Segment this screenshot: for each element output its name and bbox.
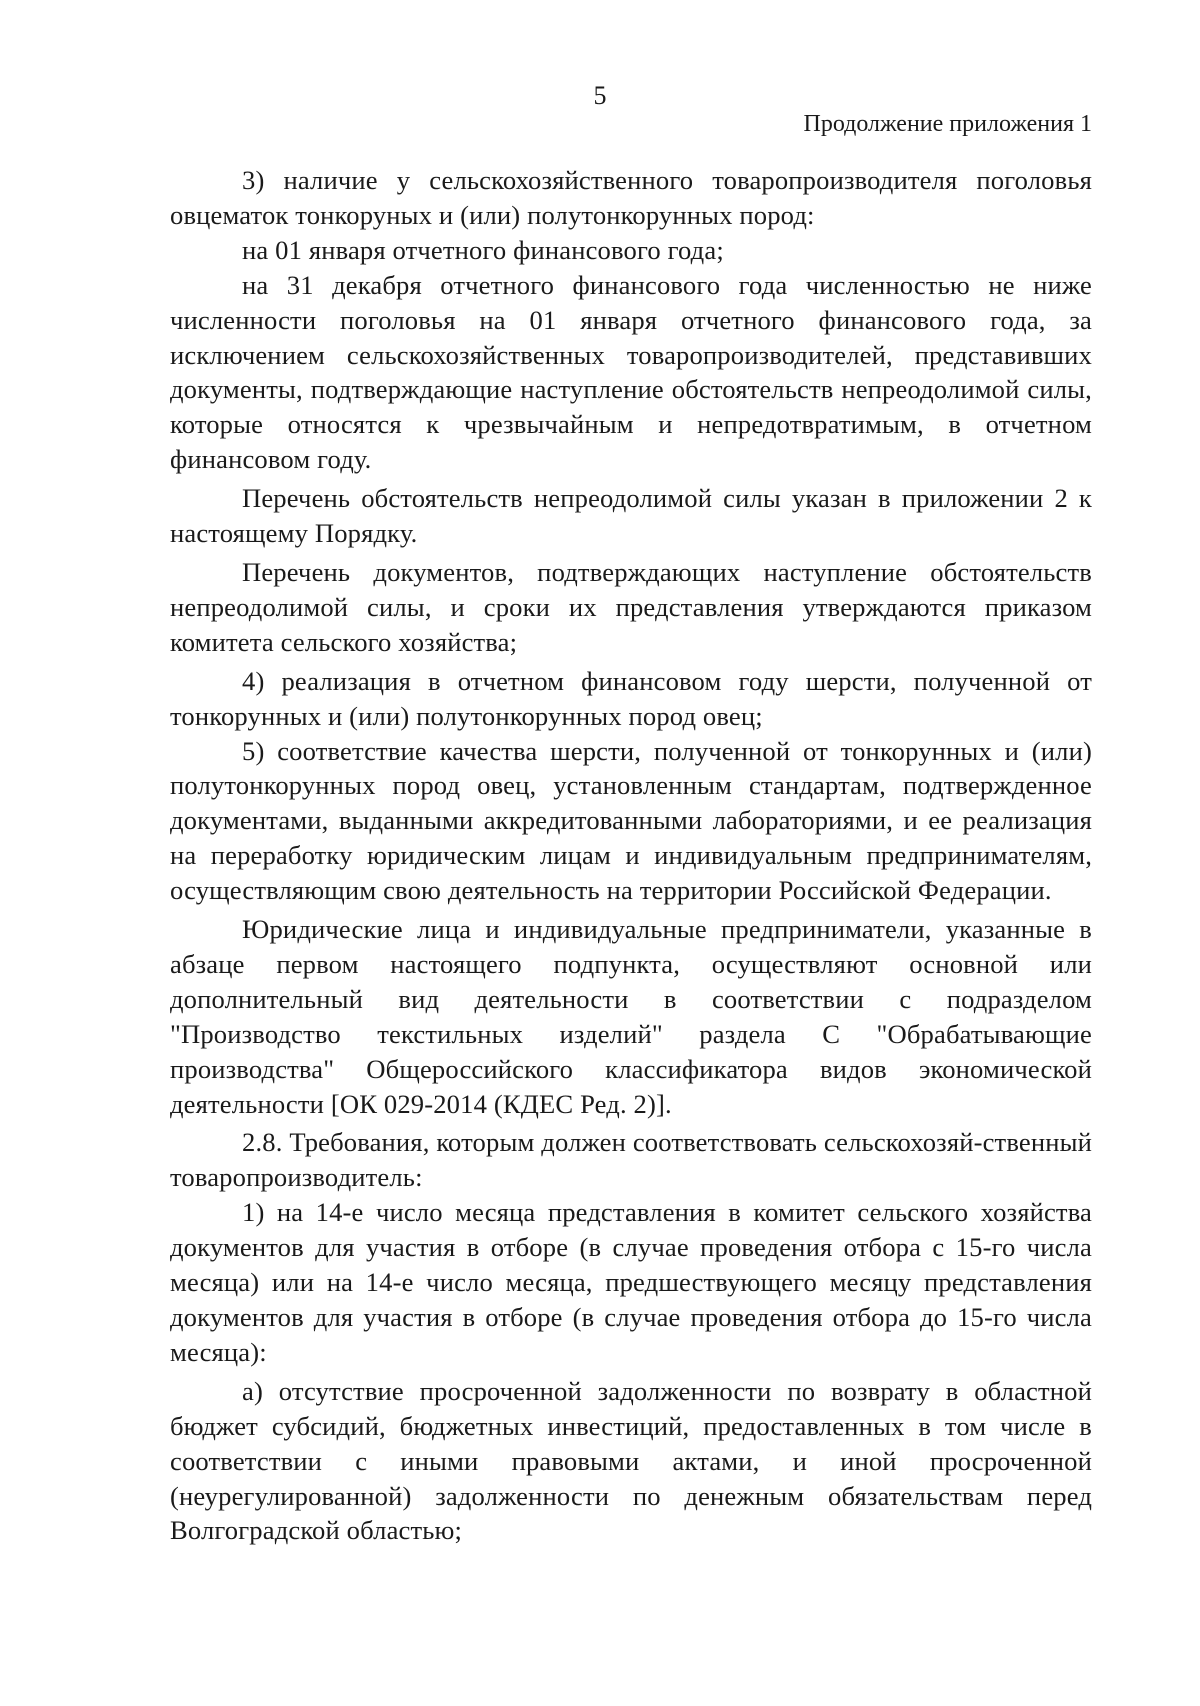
- paragraph-item-3: 3) наличие у сельскохозяйственного товаропроизводителя поголовья овцематок тонкоруных и (или) полутонкорунных пород:: [170, 165, 1092, 230]
- paragraph-subitem-1: 1) на 14-е число месяца представления в комитет сельского хозяйства документов для участия в отборе (в случае проведения отбора с 15-го числа месяца) или на 14-е число месяца, предшествующего месяцу представления документов для участия в отборе (в случае проведения отбора до 15-го числа месяца):: [170, 1197, 1092, 1367]
- appendix-continuation-label: Продолжение приложения 1: [803, 111, 1092, 137]
- document-body: [170, 163, 1092, 1548]
- paragraph-subitem-a: а) отсутствие просроченной задолженности по возврату в областной бюджет субсидий, бюджетных инвестиций, предоставленных в том числе в соответствии с иными правовыми актами, и иной просроченной (неурегулированной) задолженности по денежным обязательствам перед Волгоградской областью;: [170, 1375, 1092, 1546]
- paragraph-item-4: 4) реализация в отчетном финансовом году шерсти, полученной от тонкорунных и (или) полутонкорунных пород овец;: [170, 665, 1092, 731]
- paragraph-section-2-8: 2.8. Требования, которым должен соответствовать сельскохозяй-ственный товаропроизводитель:: [170, 1127, 1092, 1193]
- paragraph-legal-entities: Юридические лица и индивидуальные предприниматели, указанные в абзаце первом настоящего подпункта, осуществляют основной или дополнительный вид деятельности в соответствии с подразделом "Производство текстильных изделий" раздела С "Обрабатывающие производства" Общероссийского классификатора видов экономической деятельности [ОК 029-2014 (КДЕС Ред. 2)].: [170, 914, 1092, 1119]
- paragraph-item-5: 5) соответствие качества шерсти, полученной от тонкорунных и (или) полутонкорунных пород овец, установленным стандартам, подтвержденное документами, выданными аккредитованными лабораториями, и ее реализация на переработку юридическим лицам и индивидуальным предпринимателям, осуществляющим свою деятельность на территории Российской Федерации.: [170, 735, 1092, 906]
- paragraph-date-jan: на 01 января отчетного финансового года;: [242, 234, 724, 265]
- paragraph-date-dec: на 31 декабря отчетного финансового года численностью не ниже численности поголовья на 01 января отчетного финансового года, за исключением сельскохозяйственных товаропроизводителей, представивших документы, подтверждающие наступление обстоятельств непреодолимой силы, которые относятся к чрезвычайным и непредотвратимым, в отчетном финансовом году.: [170, 269, 1092, 475]
- paragraph-documents-list: Перечень документов, подтверждающих наступление обстоятельств непреодолимой силы, и сроки их представления утверждаются приказом комитета сельского хозяйства;: [170, 556, 1092, 657]
- page-number: 5: [593, 81, 607, 110]
- paragraph-force-majeure-list: Перечень обстоятельств непреодолимой силы указан в приложении 2 к настоящему Порядку.: [170, 483, 1092, 549]
